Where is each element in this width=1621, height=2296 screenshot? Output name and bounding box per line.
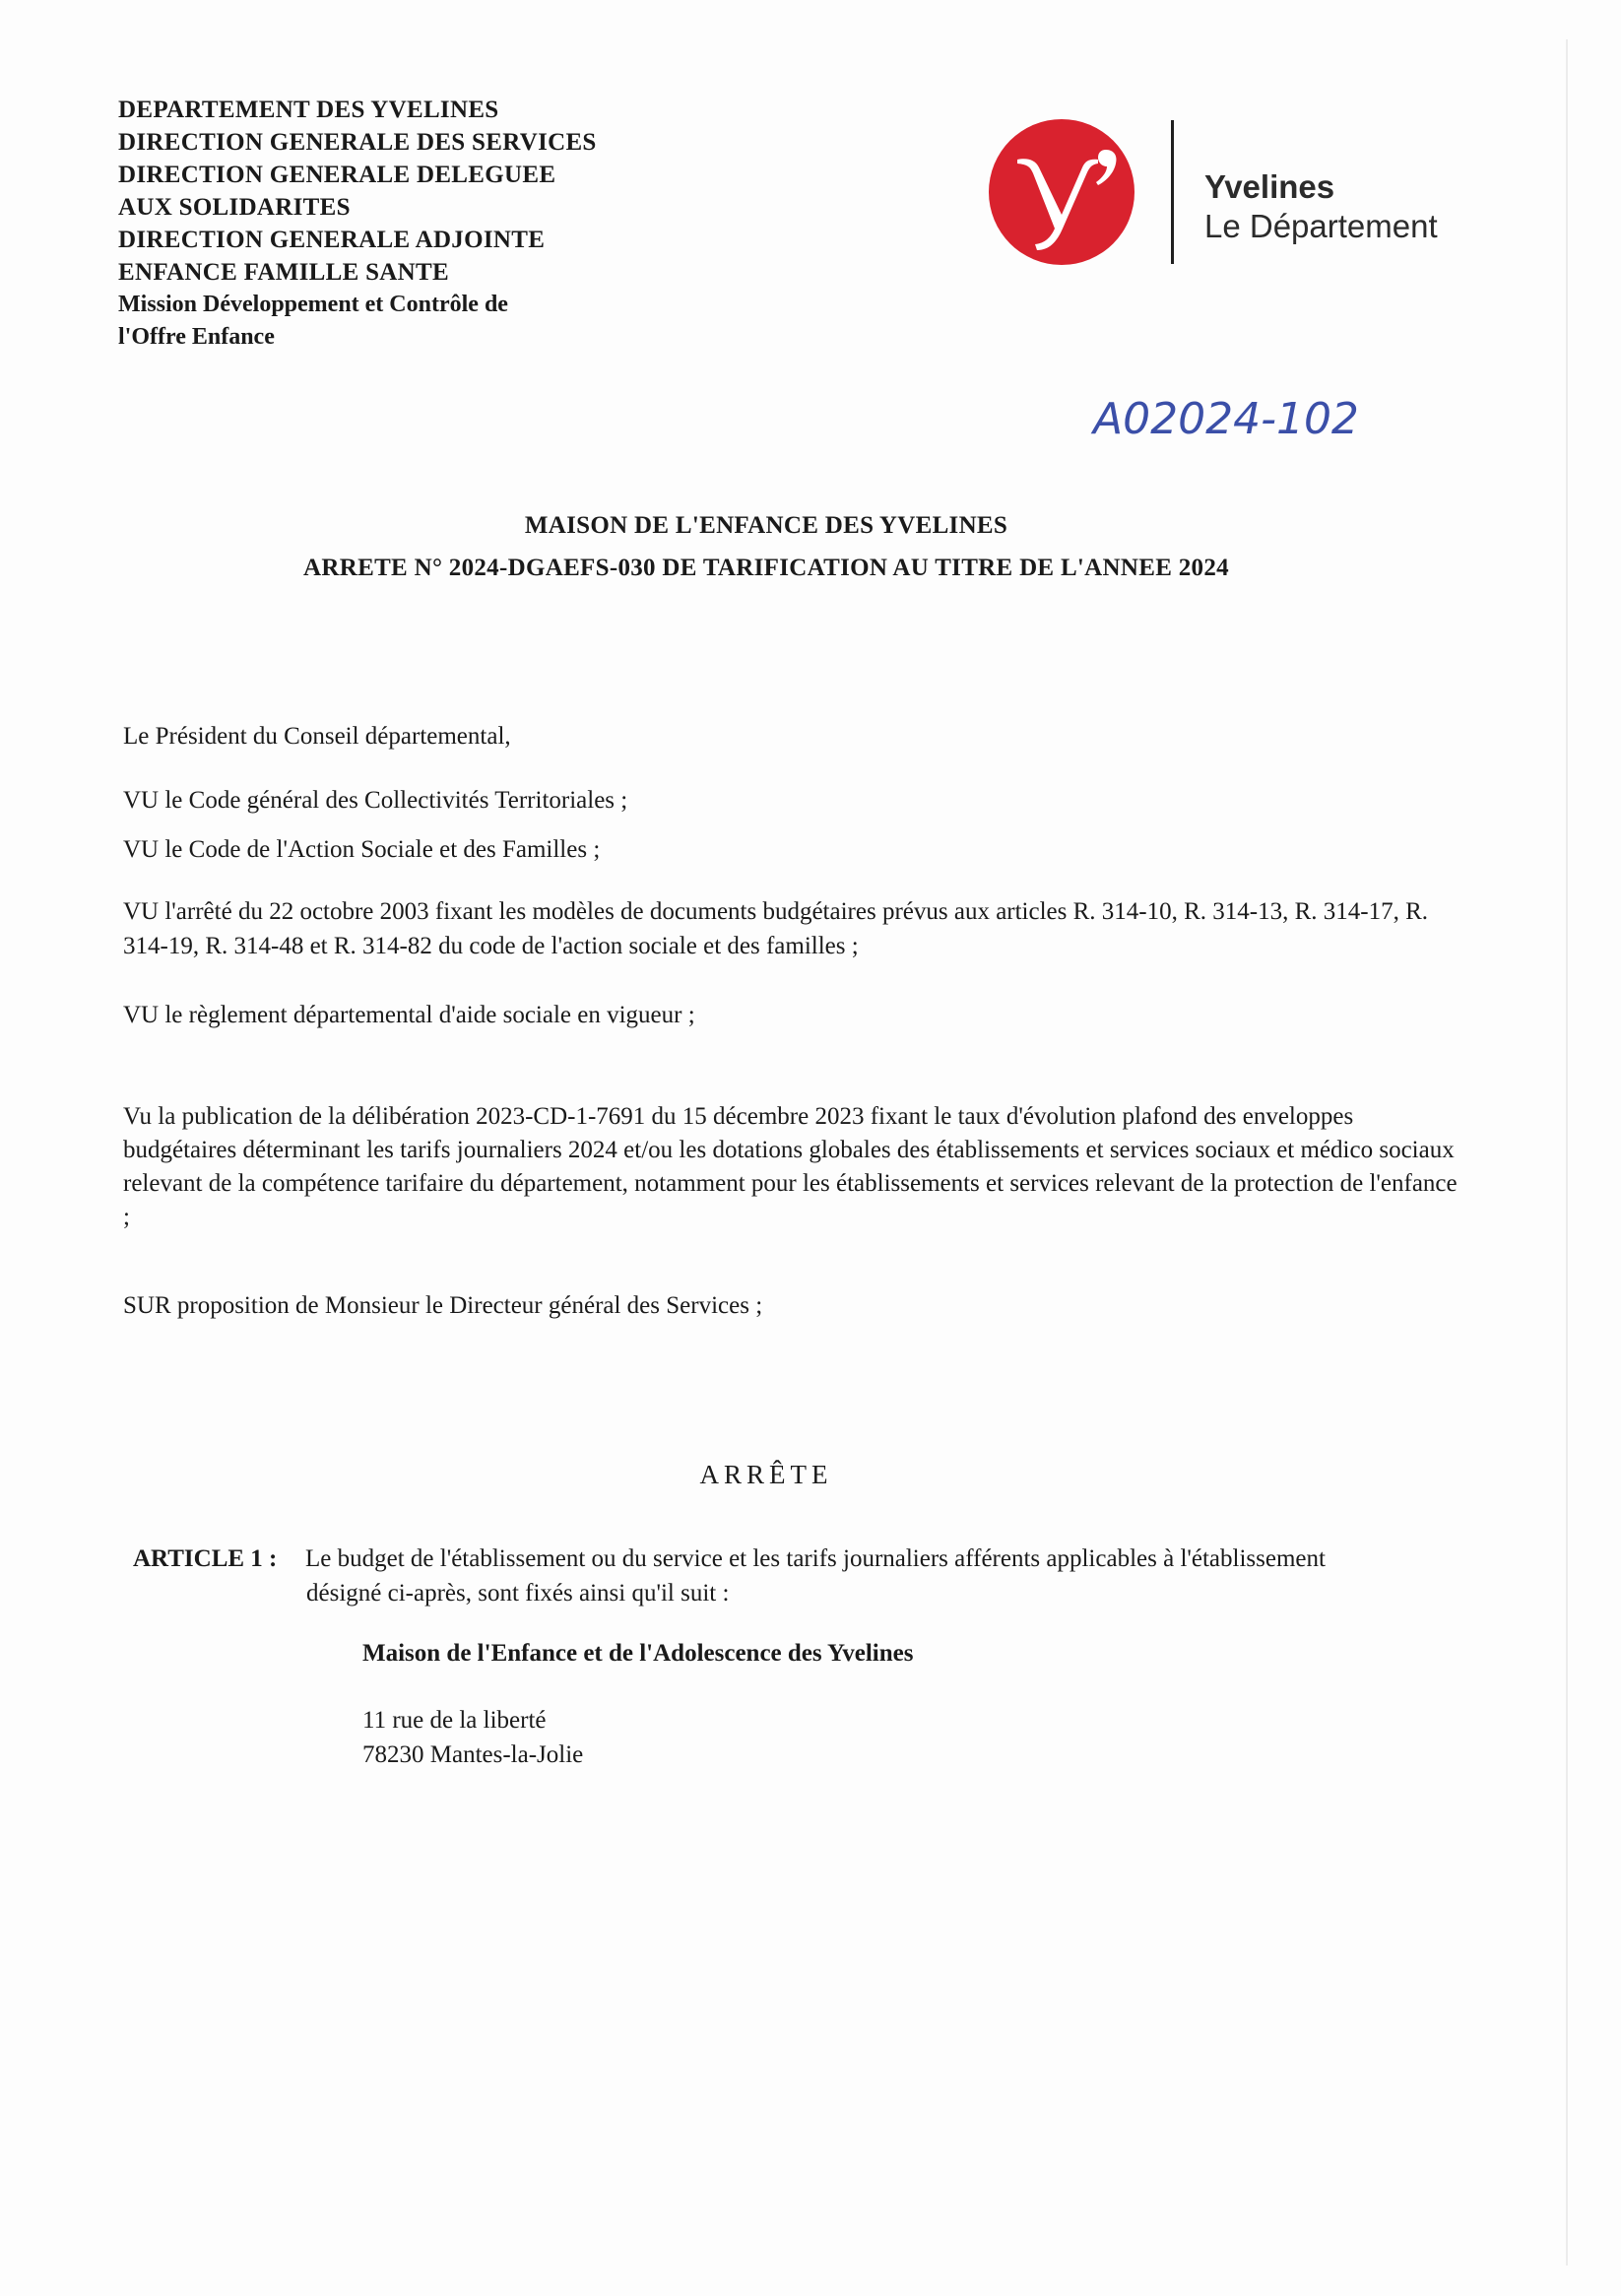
yvelines-logo-icon (988, 118, 1135, 266)
legal-basis-paragraph: VU le règlement départemental d'aide sociale en vigueur ; (123, 1002, 695, 1028)
header-line: ENFANCE FAMILLE SANTE (118, 259, 449, 286)
logo-name: Yvelines (1204, 168, 1335, 205)
document-title: MAISON DE L'ENFANCE DES YVELINES (524, 512, 1008, 539)
header-line: DEPARTEMENT DES YVELINES (118, 97, 499, 123)
legal-basis-paragraph: VU l'arrêté du 22 octobre 2003 fixant les modèles de documents budgétaires prévus aux articles R. 314-10, R. 314-13, R. 314-17, R. 314-19, R. 314-48 et R. 314-82 du code de l'action sociale et des familles ; (123, 898, 1429, 959)
article-label: ARTICLE 1 : (133, 1545, 278, 1572)
establishment-name: Maison de l'Enfance et de l'Adolescence des Yvelines (362, 1640, 914, 1667)
yvelines-logo (988, 118, 1500, 266)
article-1 (133, 1542, 1472, 1610)
legal-basis-paragraph: Vu la publication de la délibération 2023-CD-1-7691 du 15 décembre 2023 fixant le taux d'évolution plafond des enveloppes budgétaires déterminant les tarifs journaliers 2024 et/ou les dotations globales des établissements et services sociaux et médico sociaux relevant de la compétence tarifaire du département, notamment pour les établissements et services relevant de la protection de l'enfance ; (123, 1103, 1458, 1230)
decree-title: ARRETE N° 2024-DGAEFS-030 DE TARIFICATION AU TITRE DE L'ANNEE 2024 (303, 555, 1229, 581)
arrete-heading: ARRÊTE (699, 1460, 833, 1489)
proposal-paragraph: SUR proposition de Monsieur le Directeur général des Services ; (123, 1292, 763, 1319)
handwritten-reference-text: A02024-102 (1093, 394, 1359, 444)
header-line: DIRECTION GENERALE DES SERVICES (118, 129, 597, 156)
mission-line: Mission Développement et Contrôle de (118, 292, 508, 317)
issuer-header (118, 94, 729, 354)
scan-edge (1566, 39, 1568, 2265)
establishment-address-city: 78230 Mantes-la-Jolie (362, 1741, 584, 1768)
article-text: Le budget de l'établissement ou du service et les tarifs journaliers afférents applicables à l'établissement (305, 1545, 1326, 1572)
header-line: AUX SOLIDARITES (118, 194, 351, 221)
legal-basis-paragraph: VU le Code de l'Action Sociale et des Familles ; (123, 836, 601, 863)
header-line: DIRECTION GENERALE ADJOINTE (118, 227, 546, 253)
logo-text (1204, 167, 1438, 246)
president-line: Le Président du Conseil départemental, (123, 723, 511, 750)
article-text-continued: désigné ci-après, sont fixés ainsi qu'il suit : (306, 1580, 730, 1607)
header-line: DIRECTION GENERALE DELEGUEE (118, 162, 556, 188)
legal-basis-paragraph: VU le Code général des Collectivités Territoriales ; (123, 787, 628, 814)
logo-subtitle: Le Département (1204, 208, 1438, 244)
handwritten-reference (1088, 386, 1482, 455)
establishment-address-street: 11 rue de la liberté (362, 1707, 547, 1734)
logo-divider (1171, 120, 1174, 264)
mission-line: l'Offre Enfance (118, 324, 275, 350)
